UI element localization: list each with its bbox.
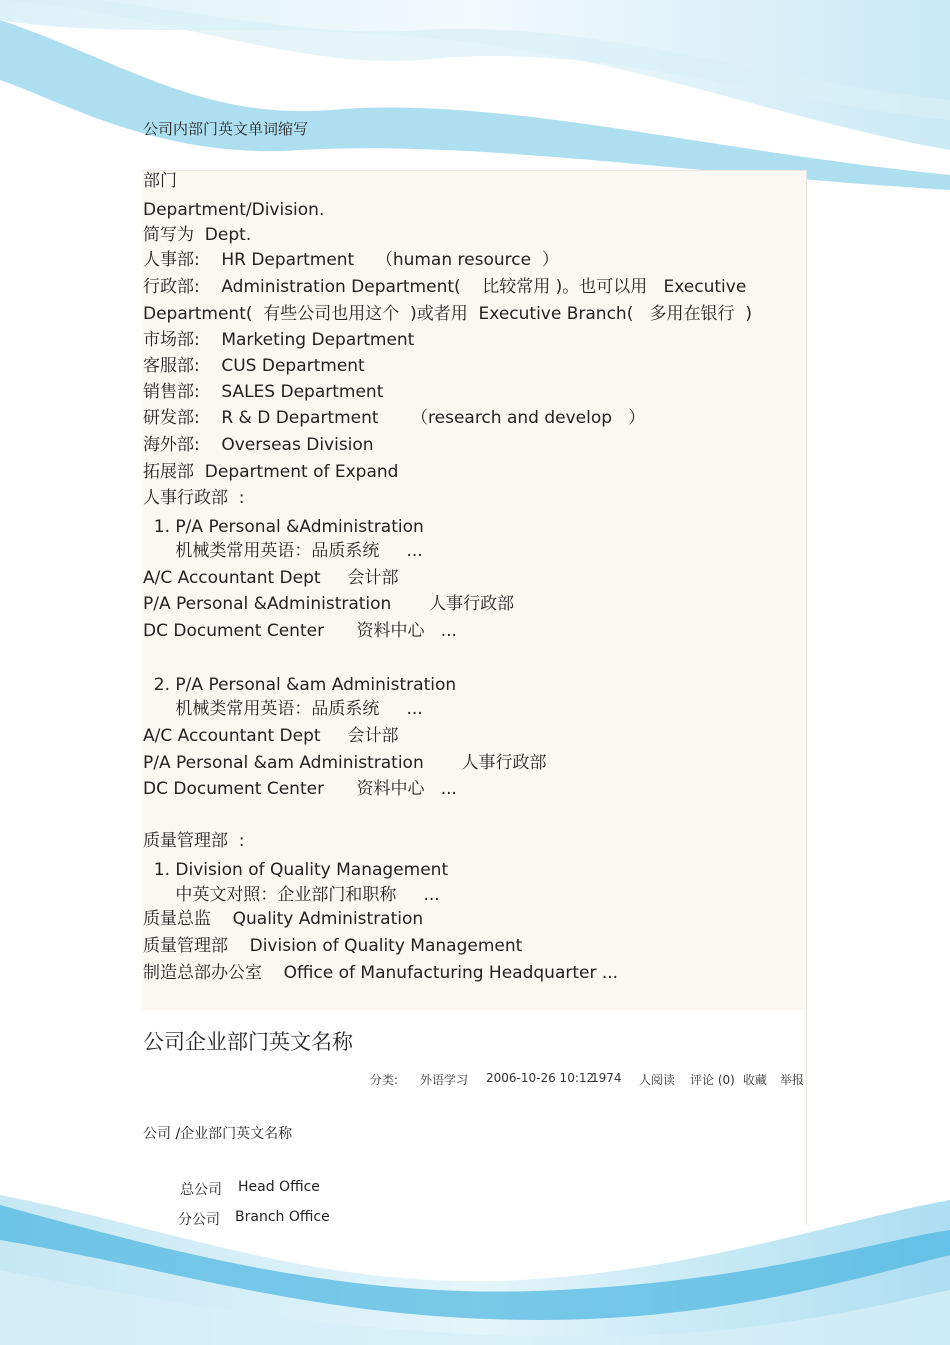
line: 研发部: R & D Department （research and develop ） bbox=[143, 408, 646, 428]
meta-read-count: 1974 bbox=[591, 1071, 622, 1085]
meta-category-label: 分类: bbox=[370, 1073, 399, 1087]
line: 质量管理部 Division of Quality Management bbox=[143, 936, 523, 956]
document-title: 公司内部门英文单词缩写 bbox=[143, 120, 309, 138]
meta-favorite-link[interactable]: 收藏 bbox=[743, 1073, 768, 1087]
line: 销售部: SALES Department bbox=[143, 382, 384, 402]
meta-report-link[interactable]: 举报 bbox=[780, 1073, 805, 1087]
item-en: Head Office bbox=[238, 1179, 320, 1195]
item-zh: 分公司 bbox=[178, 1212, 220, 1228]
line-heading: 质量管理部 : bbox=[143, 831, 245, 851]
line: 行政部: Administration Department( 比较常用 )。也可以用 Executive bbox=[143, 277, 747, 297]
line: 海外部: Overseas Division bbox=[143, 435, 374, 455]
meta-read-label: 人阅读 bbox=[639, 1073, 676, 1087]
line: 1. Division of Quality Management bbox=[143, 860, 449, 880]
line: DC Document Center 资料中心 ... bbox=[143, 779, 457, 799]
line: Department( 有些公司也用这个 )或者用 Executive Branch( 多用在银行 ) bbox=[143, 304, 752, 324]
line: A/C Accountant Dept 会计部 bbox=[143, 726, 399, 746]
line: 质量总监 Quality Administration bbox=[143, 909, 424, 929]
line: 拓展部 Department of Expand bbox=[143, 462, 399, 482]
meta-datetime: 2006-10-26 10:12 bbox=[486, 1071, 595, 1085]
line: 简写为 Dept. bbox=[143, 225, 252, 245]
line: A/C Accountant Dept 会计部 bbox=[143, 568, 399, 588]
line: P/A Personal &Administration 人事行政部 bbox=[143, 594, 515, 614]
line: 市场部: Marketing Department bbox=[143, 330, 415, 350]
line-heading: 部门 bbox=[143, 171, 177, 191]
line: 机械类常用英语：品质系统 ... bbox=[143, 699, 423, 719]
item-zh: 总公司 bbox=[180, 1182, 222, 1198]
line: 2. P/A Personal &am Administration bbox=[143, 675, 457, 695]
line: 中英文对照：企业部门和职称 ... bbox=[143, 885, 440, 905]
meta-category-link[interactable]: 外语学习 bbox=[420, 1073, 469, 1087]
line: 客服部: CUS Department bbox=[143, 356, 365, 376]
section-title: 公司企业部门英文名称 bbox=[143, 1030, 353, 1054]
meta-comments-link[interactable]: 评论 (0) bbox=[690, 1073, 735, 1087]
line: DC Document Center 资料中心 ... bbox=[143, 621, 457, 641]
line: Department/Division. bbox=[143, 200, 325, 220]
line: 机械类常用英语：品质系统 ... bbox=[143, 541, 423, 561]
section-subtitle: 公司 /企业部门英文名称 bbox=[143, 1126, 293, 1142]
item-en: Branch Office bbox=[235, 1209, 330, 1225]
line-heading: 人事行政部 : bbox=[143, 488, 245, 508]
line: 人事部: HR Department （human resource ） bbox=[143, 250, 559, 270]
line: P/A Personal &am Administration 人事行政部 bbox=[143, 753, 547, 773]
line: 1. P/A Personal &Administration bbox=[143, 517, 424, 537]
line: 制造总部办公室 Office of Manufacturing Headquarter ... bbox=[143, 963, 619, 983]
